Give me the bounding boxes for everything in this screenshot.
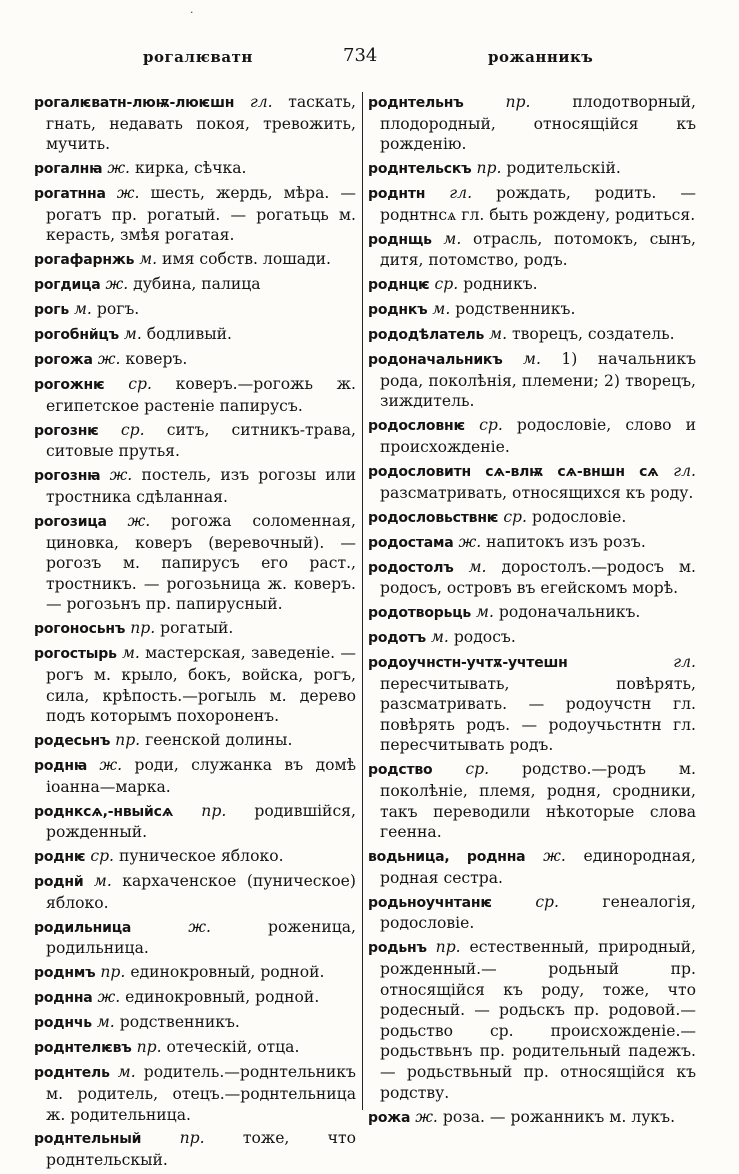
entry-definition: генеалогiя, родословiе. — [380, 892, 696, 933]
entry-headword: роднтн — [368, 186, 426, 203]
entry-definition: мастерская, заведенiе. —рогъ м. крыло, бокъ, войска, рогъ, сила, крѣпость.—рогыль м. дерево подъ которымъ похороненъ. — [46, 644, 356, 726]
dictionary-entry — [34, 846, 356, 868]
entry-definition: роди, служанка въ домѣ iоанна—марка. — [46, 756, 357, 796]
dictionary-entry — [34, 465, 356, 507]
dictionary-entry — [34, 299, 356, 321]
entry-headword: роднцѥ — [368, 277, 430, 294]
entry-grammar: ж. — [188, 917, 211, 936]
column-divider — [362, 92, 363, 1110]
entry-definition: отрасль, потомокъ, сынъ, дитя, потомство, родъ. — [380, 229, 696, 270]
entry-grammar: ср. — [479, 416, 503, 435]
entry-grammar: ср. — [503, 507, 527, 526]
dictionary-entry — [368, 602, 696, 624]
entry-headword: рогостырь — [34, 646, 117, 663]
right-running-headword: рожанникъ — [488, 48, 594, 66]
entry-grammar: м. — [443, 229, 462, 248]
entry-headword: родословнѥ — [368, 418, 466, 435]
entry-grammar: ж. — [107, 159, 131, 178]
dictionary-entry — [34, 1128, 356, 1170]
entry-definition: родоначальникъ. — [498, 603, 641, 622]
entry-headword: рододѣлатель — [368, 327, 485, 344]
entry-definition: шесть, жердь, мѣра. — рогатъ пр. рогатый. — рогатьць м. керасть, змѣя рогатая. — [46, 184, 356, 245]
dictionary-entry — [368, 158, 696, 180]
entry-grammar: ж. — [543, 847, 566, 866]
page-number: 734 — [343, 45, 378, 66]
entry-headword: родотворьць — [368, 605, 472, 622]
page-mark: · — [190, 6, 194, 19]
entry-headword: рогожа — [34, 352, 93, 369]
entry-headword: рогожнѥ — [34, 377, 105, 394]
entry-grammar: ж. — [97, 350, 121, 369]
entry-definition: родитель.—роднтельникъ м. родитель, отецъ.—роднтельница ж. родительница. — [46, 1063, 356, 1124]
entry-definition: единокровный, родной. — [130, 963, 325, 982]
entry-headword: роднкъ — [368, 302, 428, 319]
entry-definition: родственникъ. — [119, 1013, 240, 1032]
entry-definition: родникъ. — [463, 275, 538, 294]
entry-grammar: ср. — [434, 275, 459, 294]
entry-definition: родословiе. — [531, 507, 627, 526]
entry-headword: рогатнна — [34, 186, 106, 203]
entry-headword: родословьствнѥ — [368, 509, 499, 526]
entry-grammar: м. — [523, 350, 541, 369]
entry-headword: роднѥ — [34, 849, 86, 866]
entry-definition: рогъ. — [96, 300, 140, 319]
entry-grammar: гл. — [673, 462, 696, 481]
entry-definition: напитокъ изъ розъ. — [486, 532, 646, 551]
entry-definition: единородная, родная сестра. — [380, 847, 696, 887]
dictionary-entry — [368, 846, 696, 888]
dictionary-entry — [34, 917, 356, 959]
dictionary-entry — [34, 420, 356, 462]
entry-headword: роднй — [34, 874, 84, 891]
entry-headword: роднтелѥвъ — [34, 1040, 132, 1057]
dictionary-entry — [368, 892, 696, 934]
page-header — [0, 45, 739, 78]
entry-grammar: ср. — [465, 760, 490, 779]
entry-definition: родившiйся, рожденный. — [46, 801, 356, 842]
entry-definition: родственникъ. — [455, 300, 576, 319]
entry-grammar: ж. — [99, 756, 123, 775]
entry-definition: 1) начальникъ рода, поколѣнiя, племени; 2) творецъ, зиждитель. — [380, 350, 696, 411]
entry-headword: родостама — [368, 534, 454, 551]
entry-grammar: пр. — [476, 159, 502, 178]
entry-grammar: м. — [123, 325, 142, 344]
entry-headword: рогалѥватн-люѭ-люѥшн — [34, 95, 235, 111]
entry-headword: рожа — [368, 1109, 411, 1126]
dictionary-entry — [368, 183, 696, 225]
entry-definition: постель, изъ рогозы или тростника сдѣланная. — [46, 466, 356, 506]
entry-grammar: м. — [476, 603, 494, 622]
entry-grammar: ж. — [116, 184, 140, 203]
entry-headword: роднчь — [34, 1015, 92, 1032]
dictionary-entry — [368, 461, 696, 503]
entry-grammar: м. — [73, 300, 92, 319]
entry-definition: рогожа соломенная, циновка, коверъ (веревочный). — рогозъ м. папирусъ его раст., тростникъ. — рогозьница ж. коверъ.— рогозьнъ пр. папирусный. — [46, 511, 356, 614]
entry-definition: имя собств. лошади. — [162, 250, 331, 269]
entry-definition: коверъ. — [125, 350, 188, 369]
dictionary-entry — [34, 730, 356, 752]
entry-grammar: ж. — [458, 532, 482, 551]
dictionary-entry — [368, 349, 696, 412]
entry-grammar: ж. — [127, 511, 151, 530]
entry-headword: рогалнꙗ — [34, 161, 103, 178]
dictionary-entry — [34, 349, 356, 371]
dictionary-entry — [368, 532, 696, 554]
entry-definition: пуническое яблоко. — [119, 847, 284, 866]
entry-headword: рогь — [34, 302, 70, 319]
entry-grammar: ж. — [105, 275, 129, 294]
entry-headword: роднꙗ — [34, 758, 88, 775]
dictionary-entry — [34, 511, 356, 615]
entry-headword: родильница — [34, 919, 132, 936]
entry-definition: ситъ, ситникъ-трава, ситовые прутья. — [46, 420, 356, 461]
entry-grammar: пр. — [136, 1038, 162, 1057]
dictionary-entry — [34, 801, 356, 843]
dictionary-entry — [368, 759, 696, 842]
dictionary-entry — [368, 92, 696, 155]
entry-definition: таскать, гнать, недавать покоя, тревожить, мучить. — [46, 93, 356, 154]
entry-definition: пересчитывать, повѣрять, разсматривать. — родоучстн гл. повѣрять родъ. — родоучьстнтн гл. пересчитывать родъ. — [380, 674, 696, 755]
entry-grammar: м. — [430, 628, 449, 647]
entry-headword: рогобнйцъ — [34, 327, 119, 344]
entry-headword: родостолъ — [368, 559, 454, 576]
entry-definition: родительскiй. — [506, 159, 621, 178]
dictionary-entry — [368, 415, 696, 457]
dictionary-entry — [368, 274, 696, 296]
entry-definition: родосъ. — [453, 628, 516, 647]
entry-grammar: пр. — [179, 1129, 205, 1148]
entry-definition: отеческiй, отца. — [166, 1038, 300, 1057]
entry-grammar: ср. — [90, 847, 115, 866]
dictionary-entry — [34, 987, 356, 1009]
entry-headword: родоучнстн-учтѫ-учтешн — [368, 655, 568, 672]
entry-grammar: м. — [96, 1013, 115, 1032]
dictionary-entry — [368, 299, 696, 321]
dictionary-entry — [34, 755, 356, 797]
entry-definition: кархаченское (пуническое) яблоко. — [46, 872, 356, 912]
entry-headword: родство — [368, 762, 433, 779]
dictionary-entry — [368, 937, 696, 1103]
entry-definition: единокровный, родной. — [125, 988, 320, 1007]
entry-definition: доростолъ.—родосъ м. родосъ, островъ въ егейскомъ морѣ. — [380, 557, 696, 598]
entry-headword: рогознѥ — [34, 422, 99, 439]
entry-grammar: м. — [139, 250, 158, 269]
entry-grammar: гл. — [249, 93, 273, 111]
dictionary-entry — [34, 1037, 356, 1059]
entry-definition: естественный, природный, рожденный.— родьный пр. относящiйся къ роду, тоже, что родесный. — родьскъ пр. родовой.—родьство ср. происхожденiе.—родьствьнъ пр. родительный падежъ. — родьствьный пр. относящiйся къ родству. — [380, 938, 696, 1102]
dictionary-entry — [368, 627, 696, 649]
entry-headword: родословитн сѧ-влѭ сѧ-вншн сѧ — [368, 464, 659, 481]
entry-headword: рогоносьнъ — [34, 621, 126, 638]
dictionary-entry — [34, 962, 356, 984]
entry-definition: разсматривать, относящихся къ роду. — [380, 483, 694, 502]
entry-grammar: м. — [93, 872, 112, 891]
entry-headword: роднщь — [368, 231, 432, 248]
entry-headword: роднтельный — [34, 1131, 142, 1148]
entry-definition: тоже, что роднтельскый. — [46, 1129, 356, 1170]
entry-grammar: ср. — [128, 375, 152, 394]
entry-definition: роза. — рожанникъ м. лукъ. — [442, 1107, 676, 1126]
entry-headword: роднтельнъ — [368, 95, 464, 111]
entry-headword: родоначальникъ — [368, 352, 503, 369]
entry-headword: рогозица — [34, 513, 107, 530]
entry-definition: геенской долины. — [145, 731, 293, 750]
entry-headword: роднтель — [34, 1065, 110, 1082]
entry-headword: водьница, роднна — [368, 849, 526, 866]
dictionary-entry — [34, 274, 356, 296]
entry-headword: рогафарнжь — [34, 252, 135, 269]
entry-definition: рогатый. — [160, 619, 234, 638]
entry-definition: кирка, сѣчка. — [134, 159, 247, 178]
entry-grammar: пр. — [201, 801, 227, 820]
entry-grammar: пр. — [505, 93, 531, 111]
entry-definition: рождать, родить. — роднтнсѧ гл. быть рождену, родиться. — [380, 184, 696, 224]
dictionary-entry — [34, 158, 356, 180]
entry-grammar: м. — [121, 644, 140, 663]
entry-headword: рогдица — [34, 277, 101, 294]
entry-definition: бодливый. — [146, 325, 232, 344]
entry-grammar: м. — [432, 300, 451, 319]
entry-headword: роднксѧ,-нвыйсѧ — [34, 803, 174, 820]
entry-headword: роднмъ — [34, 965, 96, 982]
entry-grammar: ср. — [120, 420, 145, 439]
entry-headword: родьнъ — [368, 940, 427, 957]
left-column — [34, 92, 356, 1174]
entry-grammar: пр. — [130, 619, 156, 638]
dictionary-entry — [34, 1062, 356, 1125]
left-running-headword: рогалѥватн — [143, 48, 253, 66]
entry-definition: дубина, палица — [133, 275, 261, 294]
dictionary-entry — [368, 324, 696, 346]
entry-grammar: м. — [468, 557, 487, 576]
entry-grammar: ж. — [415, 1107, 438, 1126]
entry-headword: родьноучнтанѥ — [368, 894, 492, 911]
right-column — [368, 92, 696, 1132]
entry-grammar: м. — [489, 325, 508, 344]
dictionary-entry — [368, 652, 696, 756]
entry-definition: родство.—родъ м. поколѣнiе, племя, родня, сродники, такъ переводили нѣкоторые слова геенна. — [380, 760, 696, 842]
dictionary-entry — [368, 229, 696, 271]
dictionary-entry — [34, 618, 356, 640]
dictionary-entry — [34, 249, 356, 271]
entry-grammar: ж. — [109, 466, 133, 485]
entry-grammar: ж. — [97, 988, 121, 1007]
dictionary-entry — [34, 1012, 356, 1034]
entry-grammar: м. — [117, 1063, 136, 1082]
dictionary-entry — [34, 324, 356, 346]
entry-definition: плодотворный, плодородный, относящiйся къ рожденiю. — [380, 93, 696, 154]
dictionary-entry — [368, 507, 696, 529]
entry-grammar: пр. — [435, 938, 461, 957]
dictionary-entry — [34, 92, 356, 155]
entry-headword: рогознꙗ — [34, 468, 101, 485]
dictionary-entry — [34, 643, 356, 726]
dictionary-entry — [368, 1107, 696, 1129]
entry-headword: родотъ — [368, 630, 426, 647]
entry-grammar: гл. — [673, 653, 696, 672]
entry-definition: роженица, родильница. — [46, 917, 356, 958]
dictionary-entry — [34, 374, 356, 416]
dictionary-entry — [368, 557, 696, 599]
entry-grammar: пр. — [100, 963, 126, 982]
dictionary-entry — [34, 183, 356, 246]
entry-grammar: ср. — [535, 892, 559, 911]
entry-definition: творецъ, создатель. — [512, 325, 675, 344]
entry-definition: коверъ.—рогожь ж. египетское растенiе папирусъ. — [46, 375, 356, 415]
entry-grammar: пр. — [115, 731, 141, 750]
entry-headword: роднтельскъ — [368, 161, 472, 178]
entry-headword: роднна — [34, 990, 93, 1007]
dictionary-entry — [34, 871, 356, 913]
entry-definition: родословiе, слово и происхожденiе. — [380, 416, 696, 457]
entry-headword: родесьнъ — [34, 733, 111, 750]
entry-grammar: гл. — [449, 184, 473, 203]
